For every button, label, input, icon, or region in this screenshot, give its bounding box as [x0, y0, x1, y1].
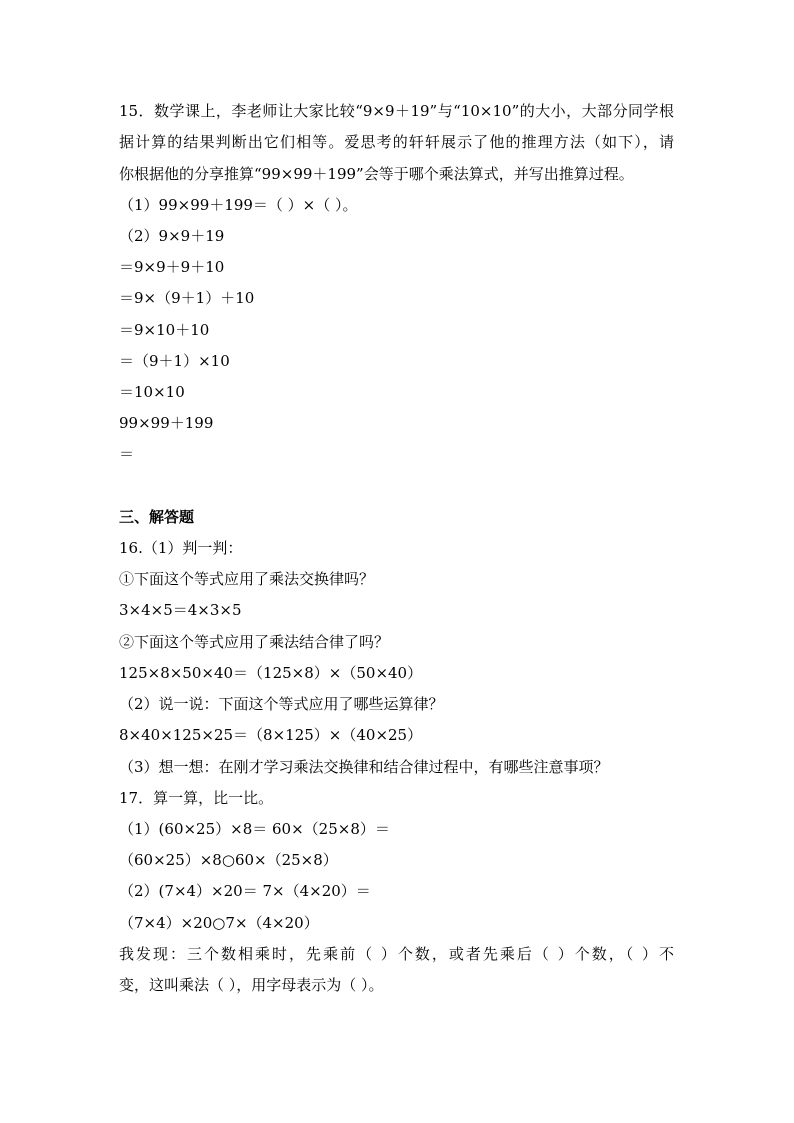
q16-expression-2: 125×8×50×40＝（125×8）×（50×40） [119, 664, 423, 682]
q17-finding-line-1: 我发现：三个数相乘时，先乘前（ ）个数，或者先乘后（ ）个数，（ ）不 [119, 945, 674, 963]
q15-step-4: ＝（9＋1）×10 [119, 352, 230, 370]
q15-target-expression: 99×99＋199 [119, 414, 214, 432]
q17-head: 17．算一算，比一比。 [119, 789, 274, 807]
q15-part-2: （2）9×9＋19 [119, 227, 225, 245]
q16-head: 16.（1）判一判： [119, 539, 243, 557]
q17-row-1: （1）(60×25）×8＝ 60×（25×8）＝ [119, 820, 390, 838]
q15-step-3: ＝9×10＋10 [119, 321, 210, 339]
q15-text-line-3: 你根据他的分享推算“99×99＋199”会等于哪个乘法算式，并写出推算过程。 [119, 165, 634, 183]
q15-text-line-1: 15．数学课上，李老师让大家比较“9×9＋19”与“10×10”的大小，大部分同学根 [119, 102, 674, 120]
q17-finding-line-2: 变，这叫乘法（ ），用字母表示为（ ）。 [119, 976, 384, 994]
q17-row-4: （7×4）×20○7×（4×20） [119, 914, 319, 932]
q17-row-2: （60×25）×8○60×（25×8） [119, 851, 338, 869]
q15-part-1: （1）99×99＋199＝（ ）×（ ）。 [119, 196, 358, 214]
q16-item-1: ①下面这个等式应用了乘法交换律吗？ [119, 570, 375, 588]
q15-step-1: ＝9×9＋9＋10 [119, 258, 225, 276]
q16-expression-3: 8×40×125×25＝（8×125）×（40×25） [119, 726, 423, 744]
q16-item-2: ②下面这个等式应用了乘法结合律了吗？ [119, 633, 390, 651]
q16-part-3: （3）想一想：在刚才学习乘法交换律和结合律过程中，有哪些注意事项？ [119, 758, 609, 776]
q15-step-2: ＝9×（9＋1）＋10 [119, 289, 255, 307]
q16-expression-1: 3×4×5＝4×3×5 [119, 601, 242, 619]
section-3-heading: 三、解答题 [119, 508, 195, 526]
q16-part-2: （2）说一说：下面这个等式应用了哪些运算律？ [119, 695, 444, 713]
q17-row-3: （2）(7×4）×20＝ 7×（4×20）＝ [119, 882, 371, 900]
q15-text-line-2: 据计算的结果判断出它们相等。爱思考的轩轩展示了他的推理方法（如下），请 [119, 133, 674, 151]
q15-equals-blank: ＝ [119, 445, 135, 463]
q15-step-5: ＝10×10 [119, 383, 185, 401]
